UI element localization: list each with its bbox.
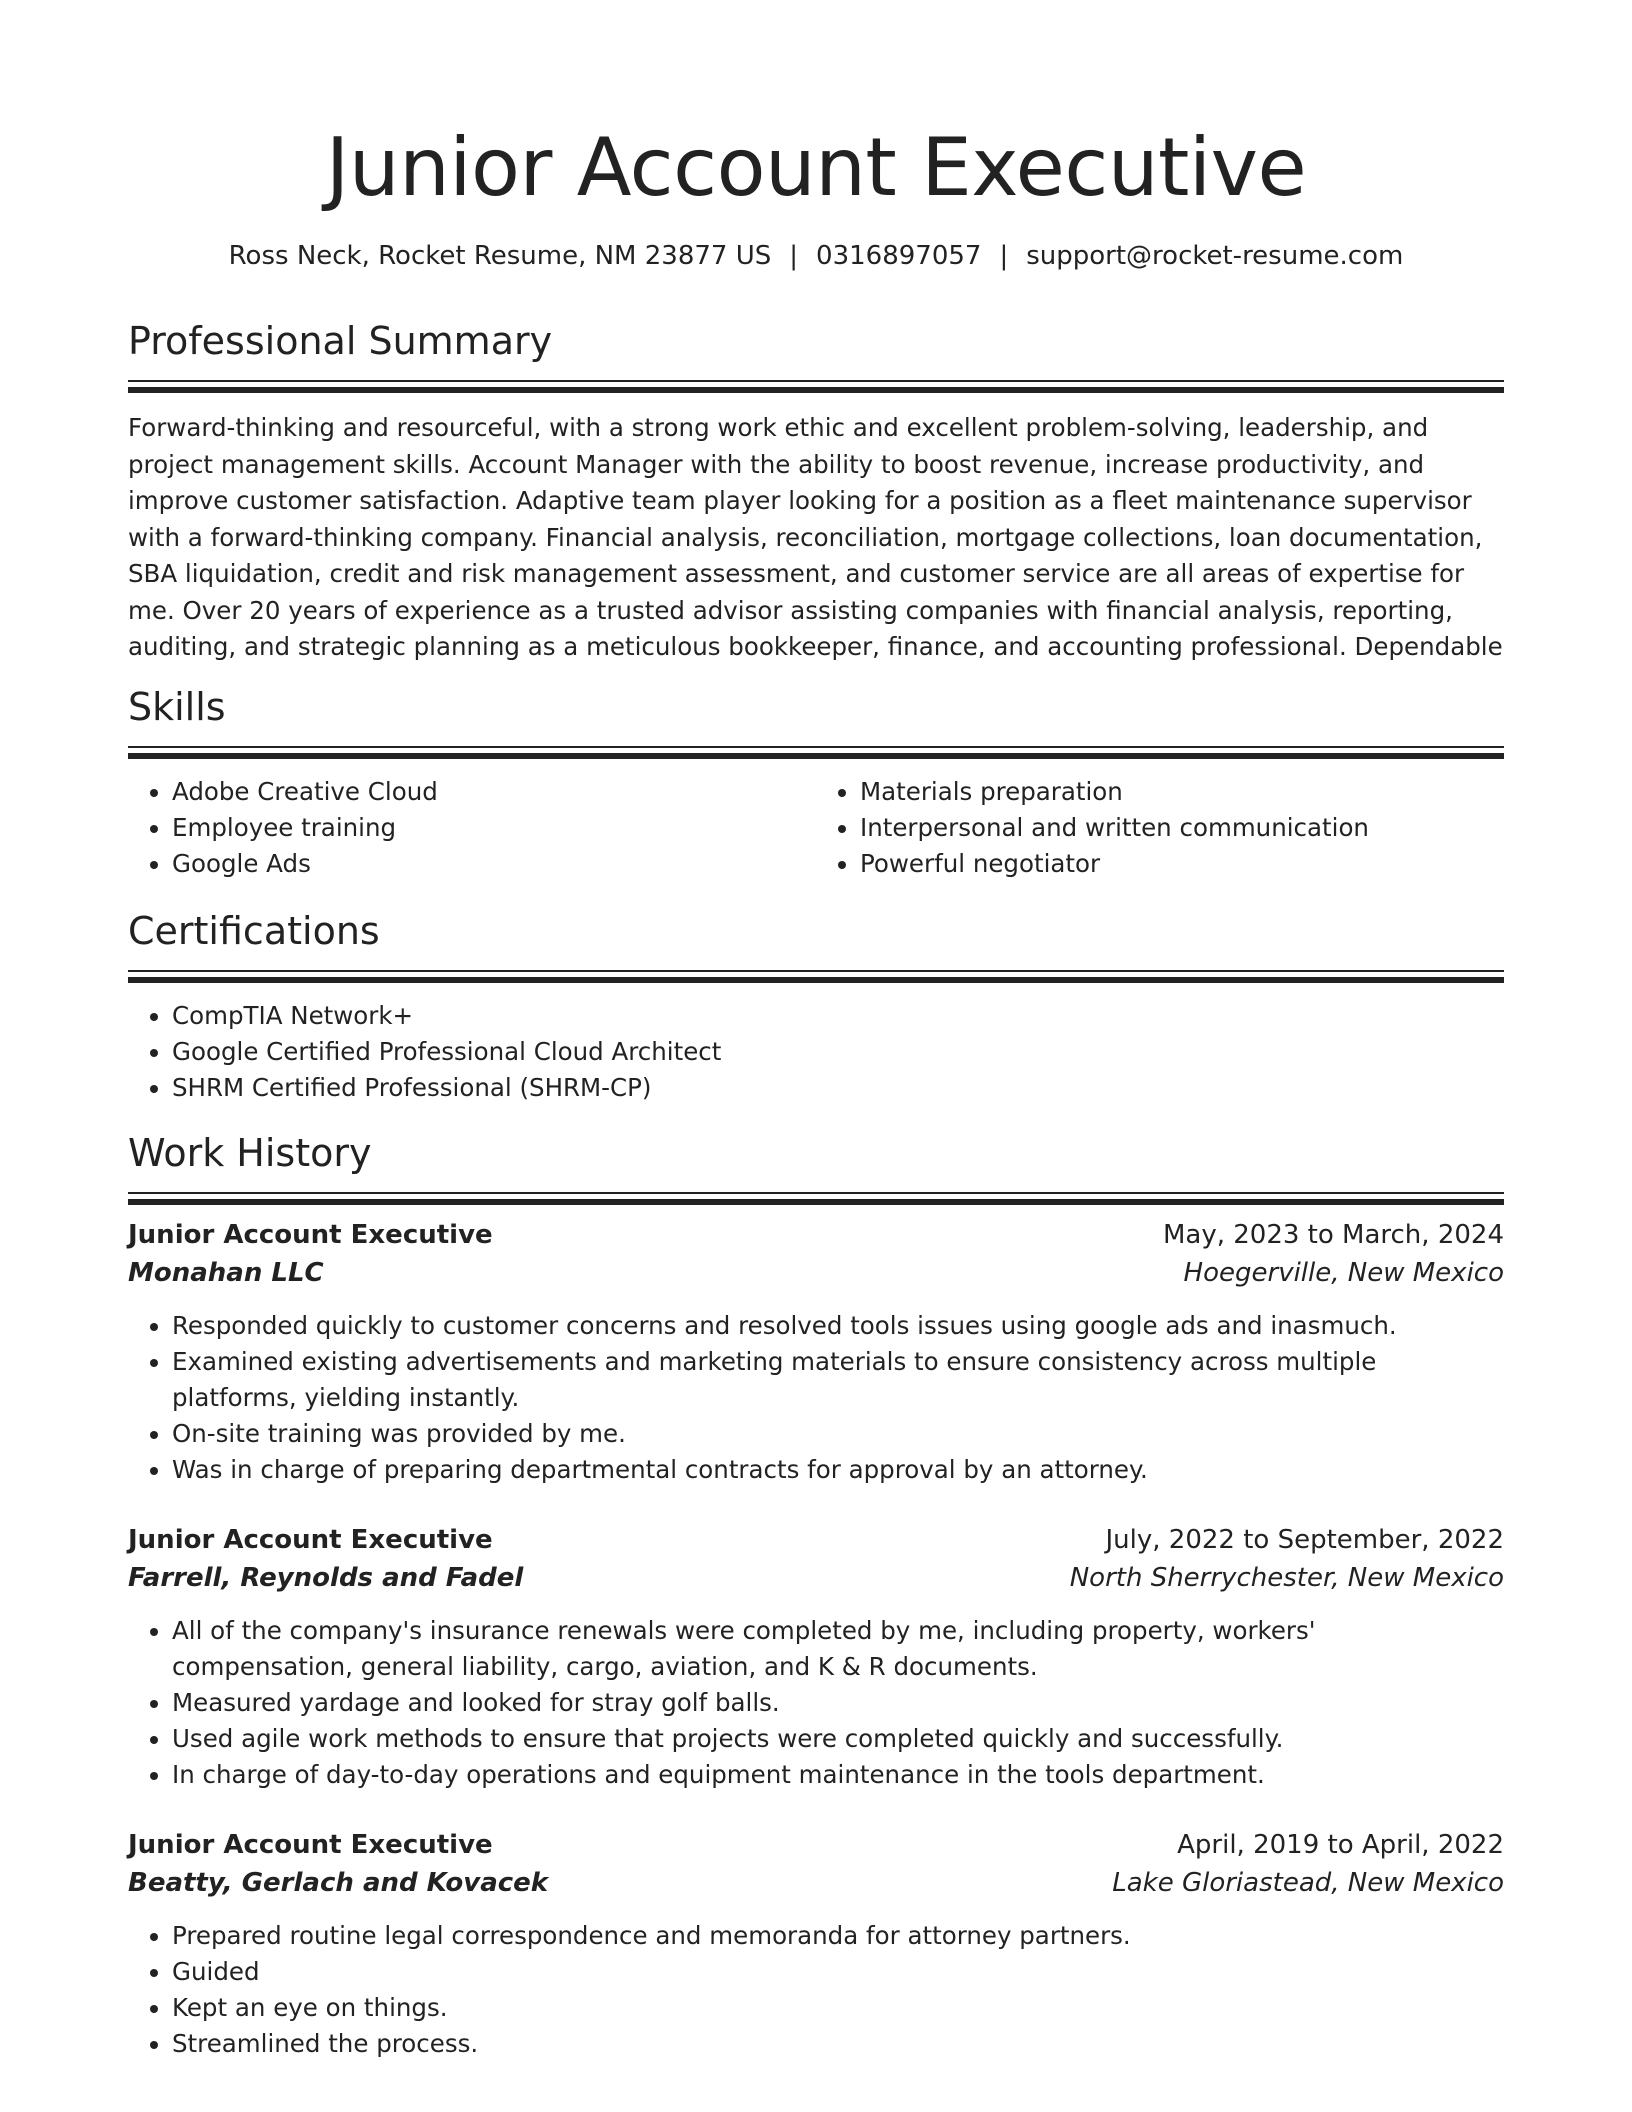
job-bullet: • Measured yardage and looked for stray golf balls.	[172, 1685, 1504, 1721]
skill-item: • Materials preparation	[860, 774, 1504, 810]
section-title: Professional Summary	[128, 319, 553, 363]
skills-list-right	[816, 774, 1504, 882]
job-entry	[128, 1826, 1504, 2062]
section-divider	[128, 746, 1504, 760]
job-dates: May, 2023 to March, 2024	[1162, 1220, 1504, 1250]
job-bullet: • Responded quickly to customer concerns and resolved tools issues using google ads and inasmuch.	[172, 1308, 1504, 1344]
job-bullet: • Was in charge of preparing departmental contracts for approval by an attorney.	[172, 1452, 1504, 1488]
job-dates: April, 2019 to April, 2022	[1177, 1830, 1504, 1860]
skill-item: • Interpersonal and written communication	[860, 810, 1504, 846]
job-company: Farrell, Reynolds and Fadel	[128, 1563, 524, 1593]
contact-email: support@rocket-resume.com	[1026, 241, 1404, 271]
resume-name-title: Junior Account Executive	[325, 121, 1307, 214]
job-bullet: • Prepared routine legal correspondence and memoranda for attorney partners.	[172, 1918, 1504, 1954]
contact-separator: |	[789, 241, 799, 271]
certification-item: • SHRM Certified Professional (SHRM-CP)	[172, 1070, 1504, 1106]
job-location: Lake Gloriastead, New Mexico	[1112, 1868, 1504, 1898]
job-bullet: • In charge of day-to-day operations and equipment maintenance in the tools department.	[172, 1757, 1504, 1793]
skills-columns	[128, 774, 1504, 882]
work-history-section	[128, 1128, 1504, 1206]
skills-section	[128, 682, 1504, 882]
job-bullet: • All of the company's insurance renewals were completed by me, including property, workers' compensation, general liability, cargo, aviation, and K & R documents.	[172, 1613, 1504, 1685]
job-bullet: • Streamlined the process.	[172, 2026, 1504, 2062]
job-title: Junior Account Executive	[128, 1525, 493, 1555]
job-title: Junior Account Executive	[128, 1830, 493, 1860]
job-company: Monahan LLC	[128, 1258, 324, 1288]
job-bullets	[128, 1308, 1504, 1488]
job-bullet: • Examined existing advertisements and marketing materials to ensure consistency across multiple platforms, yielding instantly.	[172, 1344, 1504, 1416]
job-entry	[128, 1521, 1504, 1793]
contact-address: Ross Neck, Rocket Resume, NM 23877 US	[228, 241, 772, 271]
job-bullet: • Used agile work methods to ensure that projects were completed quickly and successfully.	[172, 1721, 1504, 1757]
summary-text: Forward-thinking and resourceful, with a strong work ethic and excellent problem-solving, leadership, and project management skills. Account Manager with the ability to boost revenue, increase productivity, and improve customer satisfaction. Adaptive team player looking for a position as a fleet maintenance supervisor with a forward-thinking company. Financial analysis, reconciliation, mortgage collections, loan documentation, SBA liquidation, credit and risk management assessment, and customer service are all areas of expertise for me. Over 20 years of experience as a trusted advisor assisting companies with financial analysis, reporting, auditing, and strategic planning as a meticulous bookkeeper, finance, and accounting professional. Dependable	[128, 413, 1503, 661]
section-title: Work History	[128, 1131, 372, 1175]
section-divider	[128, 380, 1504, 394]
job-entry	[128, 1216, 1504, 1488]
certifications-list	[128, 998, 1504, 1106]
skill-item: • Adobe Creative Cloud	[172, 774, 816, 810]
section-title: Skills	[128, 685, 226, 729]
job-bullet: • Guided	[172, 1954, 1504, 1990]
contact-separator: |	[999, 241, 1009, 271]
section-divider	[128, 1192, 1504, 1206]
job-bullet: • Kept an eye on things.	[172, 1990, 1504, 2026]
job-dates: July, 2022 to September, 2022	[1105, 1525, 1504, 1555]
skills-list-left	[128, 774, 816, 882]
contact-phone: 0316897057	[816, 241, 982, 271]
section-title: Certifications	[128, 909, 380, 953]
certifications-section	[128, 906, 1504, 1106]
job-company: Beatty, Gerlach and Kovacek	[128, 1868, 549, 1898]
skill-item: • Google Ads	[172, 846, 816, 882]
contact-line	[128, 238, 1504, 274]
job-location: Hoegerville, New Mexico	[1183, 1258, 1504, 1288]
job-bullets	[128, 1918, 1504, 2062]
job-bullet: • On-site training was provided by me.	[172, 1416, 1504, 1452]
certification-item: • CompTIA Network+	[172, 998, 1504, 1034]
certification-item: • Google Certified Professional Cloud Architect	[172, 1034, 1504, 1070]
skill-item: • Employee training	[172, 810, 816, 846]
job-bullets	[128, 1613, 1504, 1793]
job-title: Junior Account Executive	[128, 1220, 493, 1250]
summary-section	[128, 316, 1504, 666]
section-divider	[128, 970, 1504, 984]
skill-item: • Powerful negotiator	[860, 846, 1504, 882]
job-location: North Sherrychester, New Mexico	[1069, 1563, 1504, 1593]
